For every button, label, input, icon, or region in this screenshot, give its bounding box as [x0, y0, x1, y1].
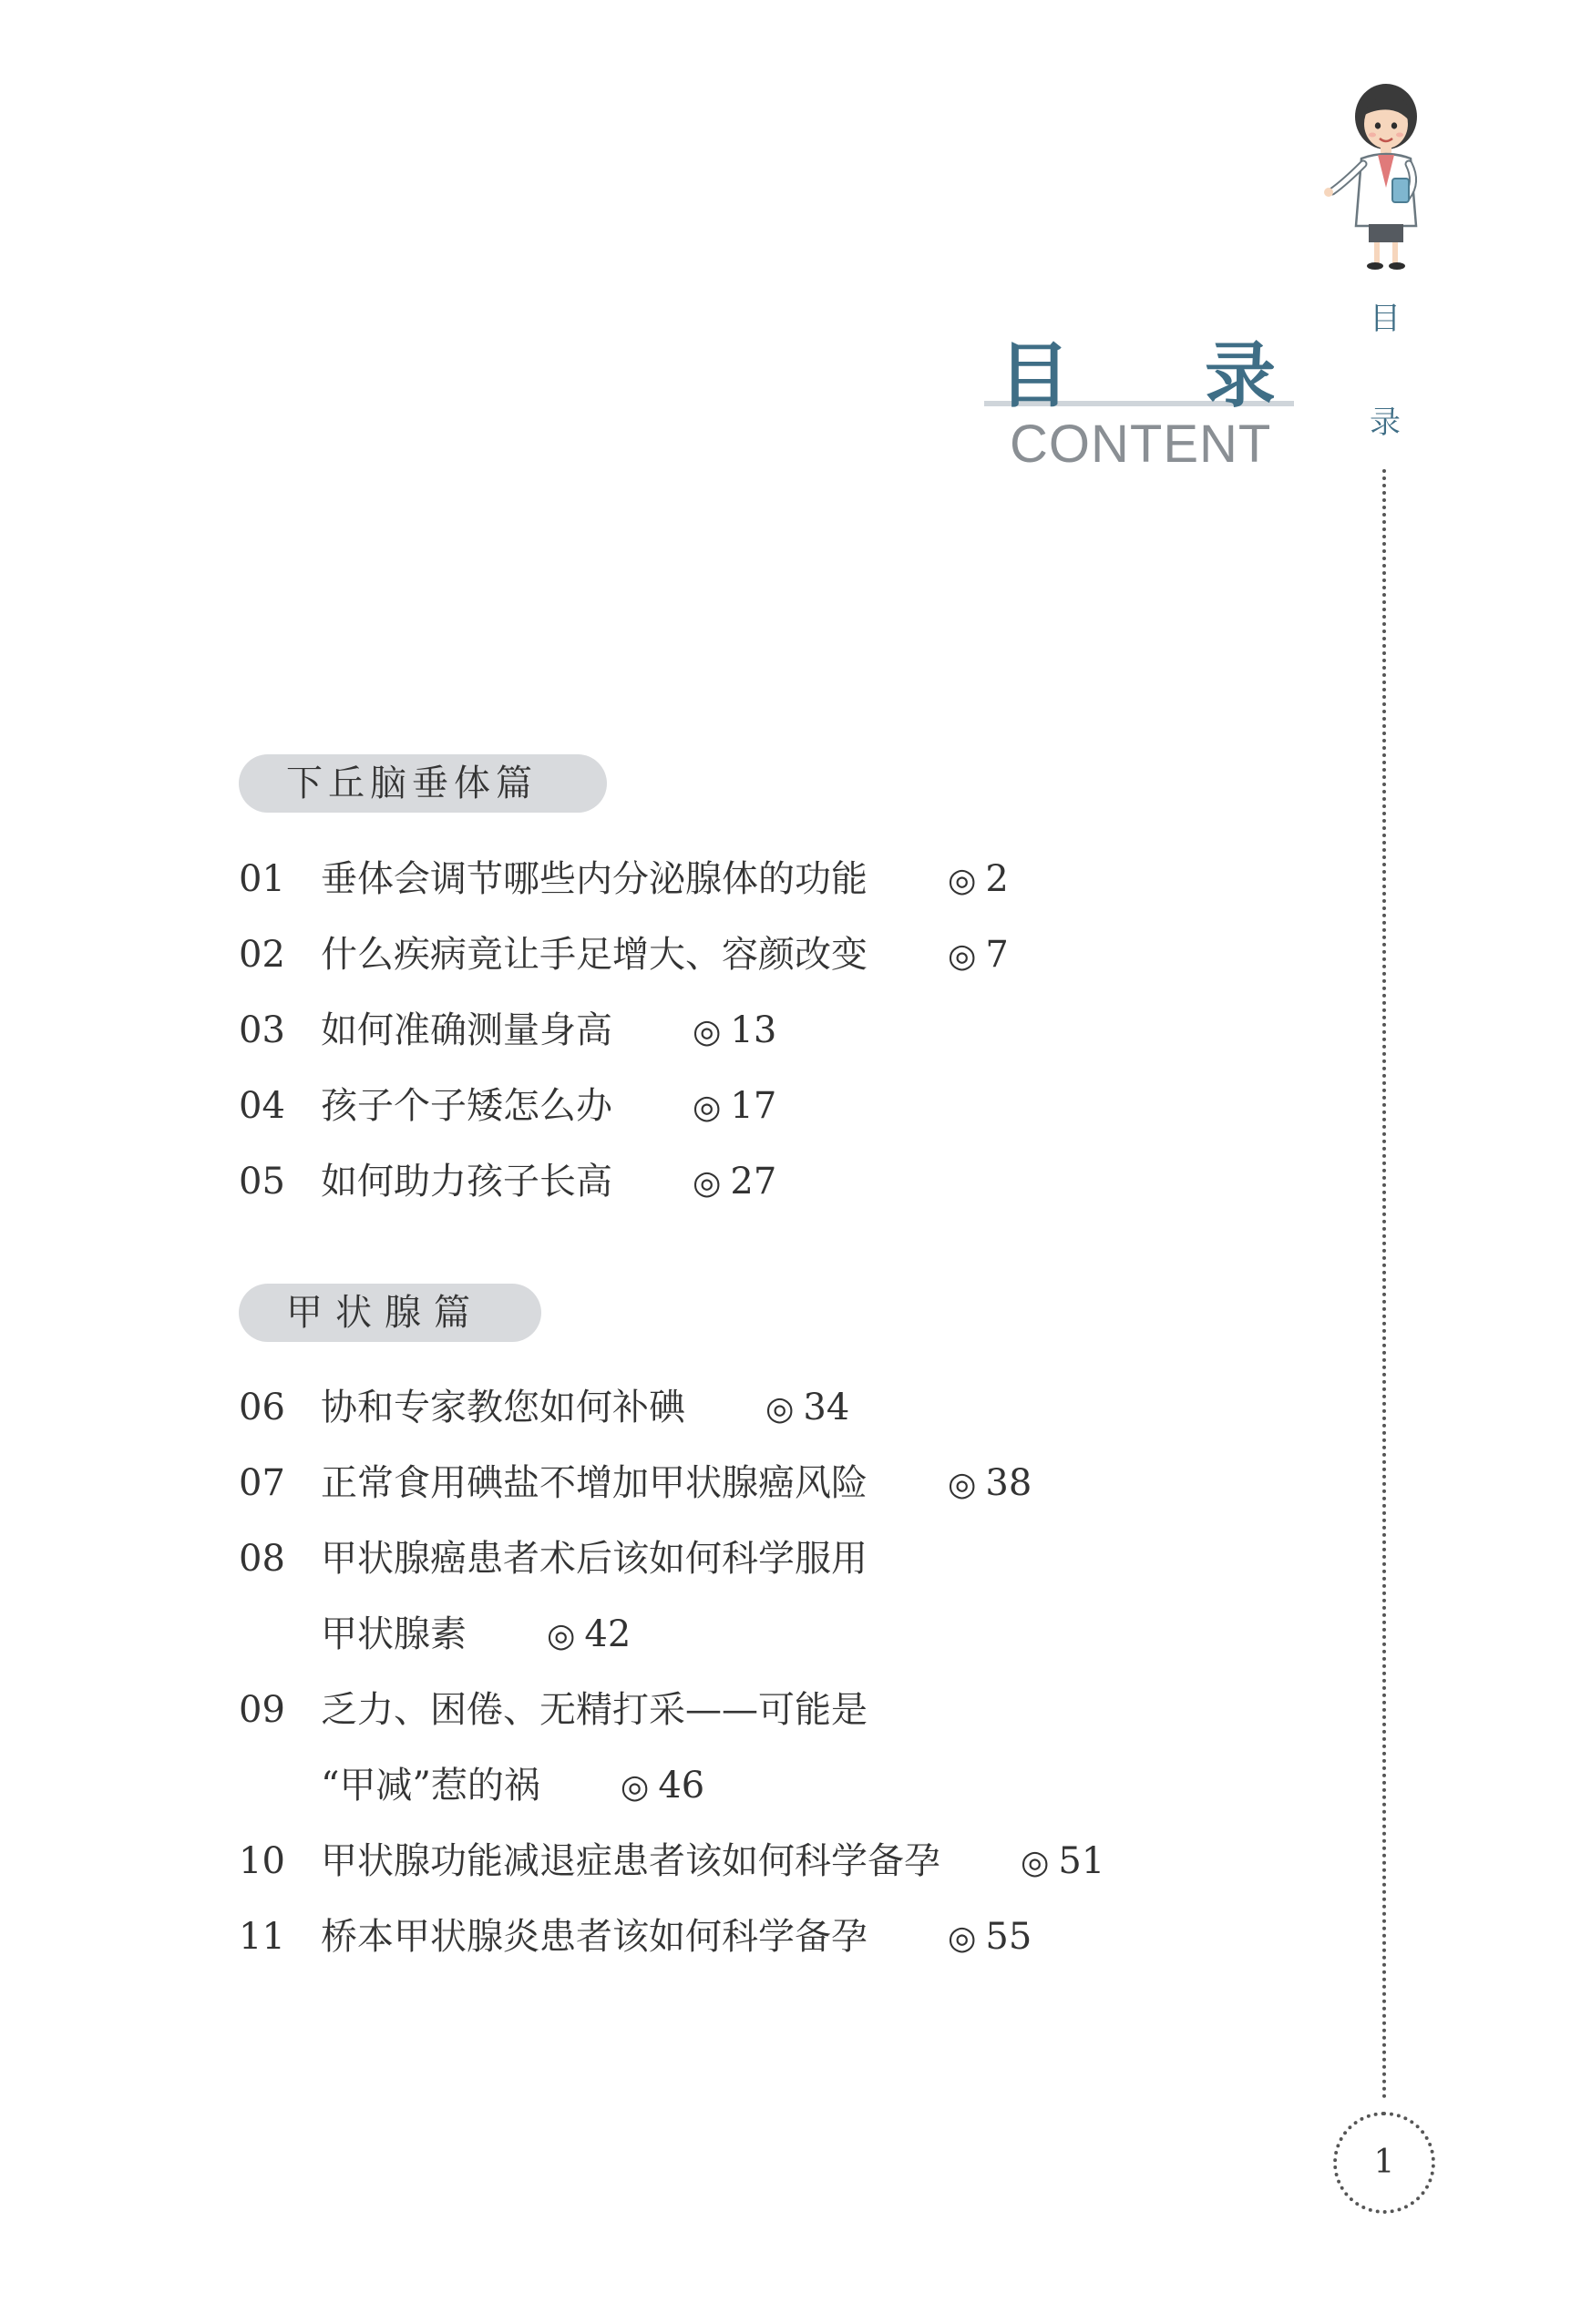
entry-page [547, 1612, 631, 1659]
entry-number: 06 [239, 1387, 285, 1428]
entry-number: 11 [239, 1916, 285, 1958]
page-ref: 46 [658, 1765, 705, 1807]
page-ref: 51 [1058, 1840, 1105, 1882]
section-heading-pituitary: 下丘脑垂体篇 [239, 754, 607, 813]
entry-number: 03 [239, 1009, 285, 1051]
entry-title: 正常食用碘盐不增加甲状腺癌风险 [321, 1462, 868, 1504]
entry-page [948, 1460, 1032, 1508]
page-ref: 38 [985, 1462, 1032, 1504]
double-circle-icon: ◎ [693, 1164, 722, 1202]
entry-title: 甲状腺癌患者术后该如何科学服用 [321, 1538, 868, 1580]
page-ref: 55 [985, 1916, 1032, 1958]
toc-entry-01[interactable] [239, 856, 1009, 904]
entry-page [621, 1763, 704, 1810]
entry-title-continued: “甲减”惹的祸 [321, 1765, 540, 1807]
page-ref: 42 [584, 1613, 631, 1655]
toc-entry-11[interactable] [239, 1914, 1032, 1961]
title-char-2: 录 [1205, 335, 1277, 417]
entry-page [693, 1159, 776, 1206]
page-ref: 34 [803, 1387, 850, 1428]
entry-title: 孩子个子矮怎么办 [321, 1085, 612, 1127]
entry-title: 协和专家教您如何补碘 [321, 1387, 685, 1428]
side-label-top: 目 [1370, 301, 1401, 337]
entry-page [765, 1385, 849, 1432]
toc-entry-05[interactable] [239, 1159, 776, 1206]
double-circle-icon: ◎ [948, 937, 977, 975]
toc-entry-03[interactable] [239, 1008, 776, 1055]
entry-number: 01 [239, 858, 285, 900]
entry-page [693, 1083, 776, 1131]
section-heading-thyroid: 甲状腺篇 [239, 1284, 541, 1342]
double-circle-icon: ◎ [948, 862, 977, 899]
entry-number: 08 [239, 1538, 285, 1580]
entry-title: 乏力、困倦、无精打采——可能是 [321, 1689, 868, 1731]
double-circle-icon: ◎ [765, 1390, 795, 1428]
page-number: 1 [1333, 2112, 1435, 2214]
page-ref: 13 [730, 1009, 777, 1051]
entry-title: 什么疾病竟让手足增大、容颜改变 [321, 934, 868, 976]
entry-page [948, 932, 1009, 979]
entry-number: 10 [239, 1840, 285, 1882]
toc-entry-07[interactable] [239, 1460, 1032, 1508]
entry-number: 09 [239, 1689, 285, 1731]
side-label-bottom: 录 [1370, 404, 1401, 441]
toc-entry-08-continued[interactable] [321, 1612, 631, 1659]
entry-page [1021, 1838, 1104, 1886]
page-ref: 17 [730, 1085, 777, 1127]
entry-title: 垂体会调节哪些内分泌腺体的功能 [321, 858, 868, 900]
entry-title-continued: 甲状腺素 [321, 1613, 467, 1655]
toc-entry-04[interactable] [239, 1083, 776, 1131]
double-circle-icon: ◎ [948, 1920, 977, 1957]
dotted-divider [1382, 469, 1386, 2100]
page-ref: 2 [985, 858, 1009, 900]
page-title [984, 319, 1294, 475]
entry-title: 桥本甲状腺炎患者该如何科学备孕 [321, 1916, 868, 1958]
double-circle-icon: ◎ [547, 1617, 576, 1654]
entry-page [693, 1008, 776, 1055]
double-circle-icon: ◎ [693, 1089, 722, 1126]
toc-entry-08[interactable] [239, 1536, 868, 1582]
doctor-illustration-icon [1318, 80, 1454, 276]
title-english: CONTENT [1010, 415, 1272, 474]
double-circle-icon: ◎ [693, 1013, 722, 1050]
page-ref: 7 [985, 934, 1009, 976]
entry-number: 05 [239, 1161, 285, 1203]
entry-title: 如何助力孩子长高 [321, 1161, 612, 1203]
double-circle-icon: ◎ [620, 1768, 650, 1806]
entry-title: 如何准确测量身高 [321, 1009, 612, 1051]
toc-entry-09-continued[interactable] [321, 1763, 704, 1810]
entry-page [948, 1914, 1032, 1961]
toc-entry-06[interactable] [239, 1385, 849, 1432]
toc-entry-09[interactable] [239, 1687, 868, 1733]
entry-title: 甲状腺功能减退症患者该如何科学备孕 [321, 1840, 940, 1882]
entry-number: 07 [239, 1462, 285, 1504]
double-circle-icon: ◎ [948, 1466, 977, 1503]
title-chinese [984, 319, 1294, 417]
entry-number: 02 [239, 934, 285, 976]
title-char-1: 目 [999, 335, 1071, 417]
entry-number: 04 [239, 1085, 285, 1127]
entry-page [948, 856, 1009, 904]
toc-entry-02[interactable] [239, 932, 1009, 979]
page-ref: 27 [730, 1161, 777, 1203]
double-circle-icon: ◎ [1021, 1844, 1050, 1881]
toc-entry-10[interactable] [239, 1838, 1104, 1886]
